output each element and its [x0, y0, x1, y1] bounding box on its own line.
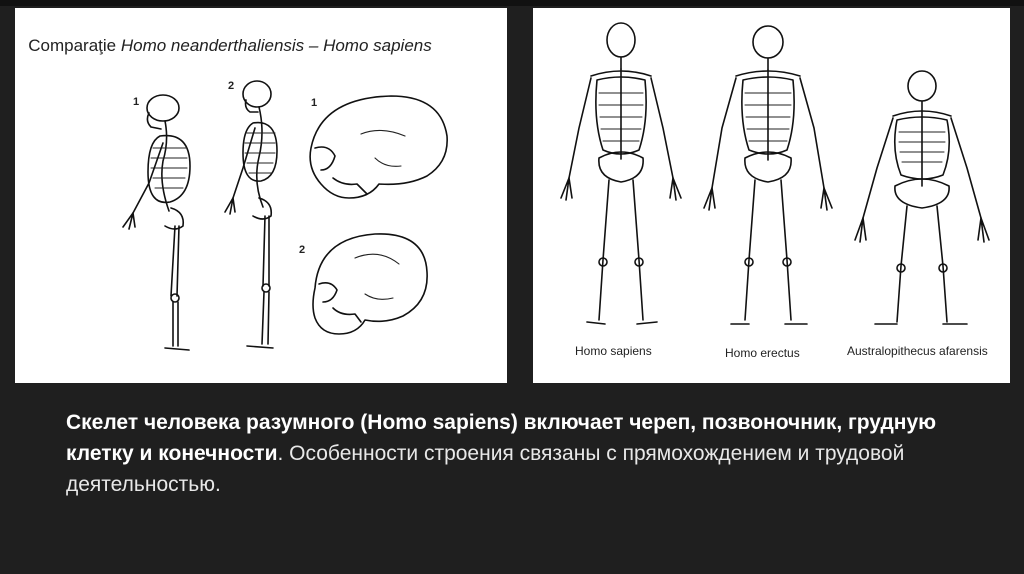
- top-bar: [0, 0, 1024, 6]
- label-neanderthal-skeleton: 1: [133, 96, 140, 108]
- caption-australopithecus: Australopithecus afarensis: [847, 344, 988, 358]
- sapiens-skull: [313, 234, 427, 334]
- slide-caption: [66, 407, 966, 500]
- homo-erectus-skeleton: [704, 26, 832, 324]
- homo-sapiens-skeleton: [561, 23, 681, 324]
- hominid-skeletons-figure: [533, 8, 1010, 383]
- caption-normal-text: . Особенности строения связаны с прямохождением и трудовой деятельностью.: [66, 442, 905, 496]
- comparison-figure: [15, 8, 507, 383]
- caption-homo-erectus: Homo erectus: [725, 346, 800, 360]
- australopithecus-skeleton: [855, 71, 989, 324]
- label-neanderthal-skull: 1: [311, 97, 318, 109]
- caption-homo-sapiens: Homo sapiens: [575, 344, 652, 358]
- caption-bold-text: Скелет человека разумного (Homo sapiens) включает череп, позвоночник, грудную клетку и конечности: [66, 411, 937, 465]
- figure-title-species: Homo neanderthaliensis – Homo sapiens: [120, 36, 432, 55]
- label-sapiens-skull: 2: [299, 244, 306, 256]
- label-sapiens-skeleton: 2: [228, 80, 235, 92]
- hominid-skeletons-drawing: [533, 8, 1010, 383]
- figure-title-prefix: Comparaţie: [28, 36, 117, 55]
- neanderthal-skull: [310, 96, 447, 198]
- sapiens-skeleton: [225, 81, 277, 348]
- comparison-drawings: [15, 8, 507, 383]
- neanderthal-skeleton: [123, 95, 190, 350]
